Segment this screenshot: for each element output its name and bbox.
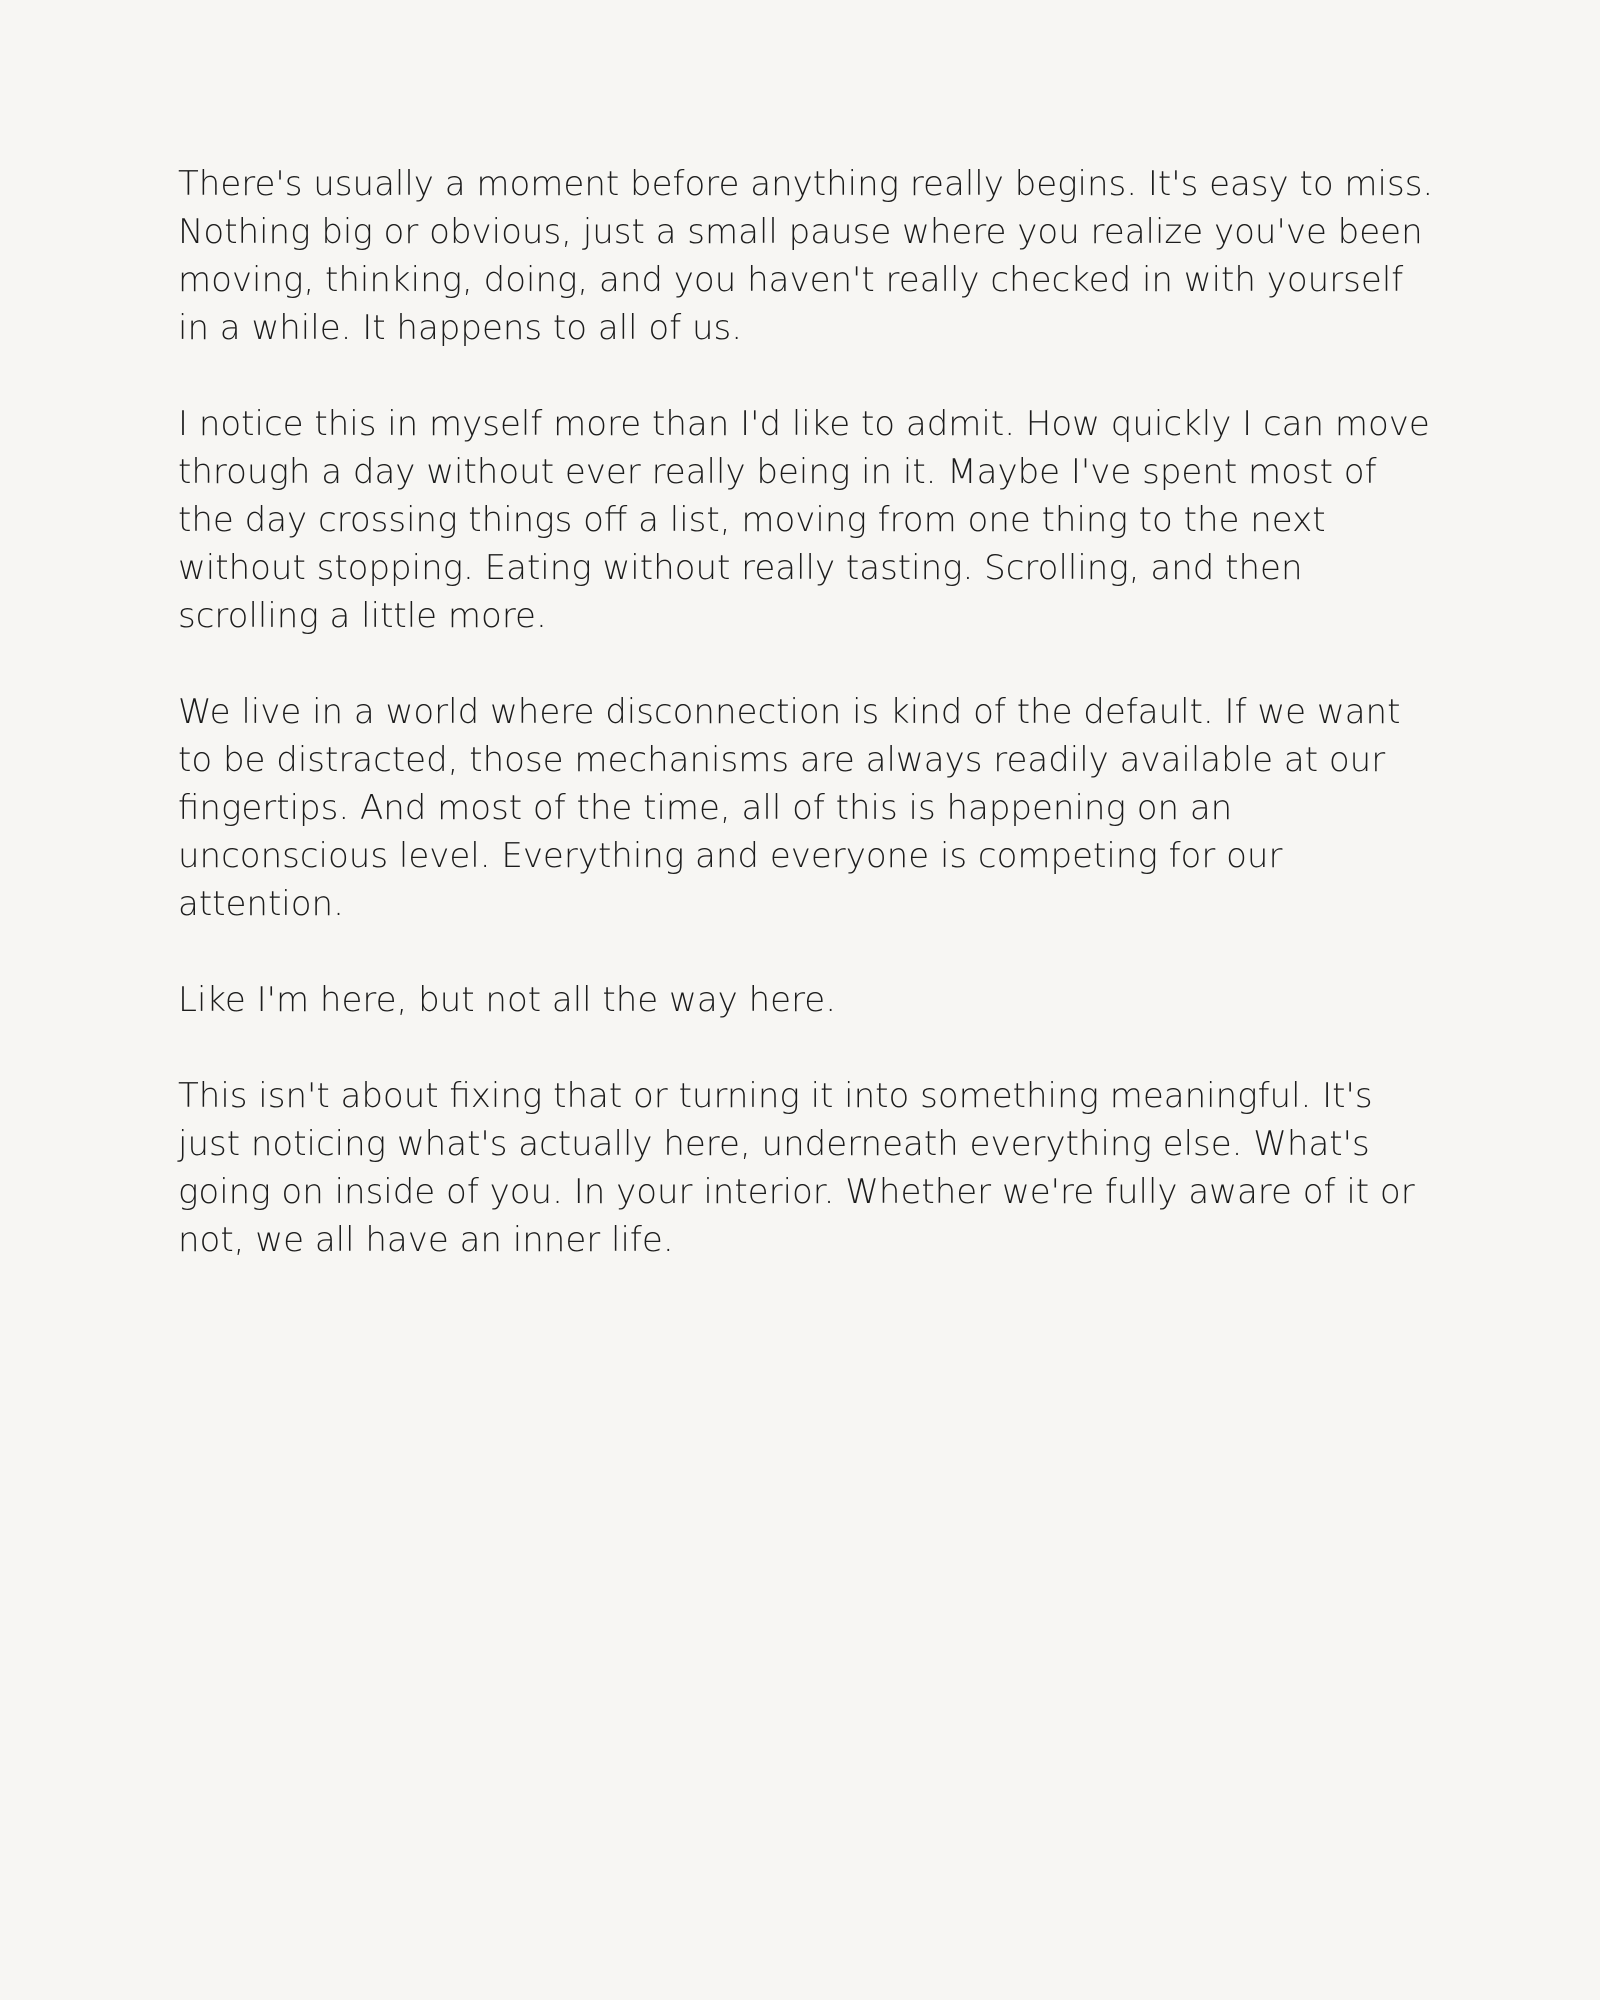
article-body [178, 160, 1440, 1264]
paragraph-4: Like I'm here, but not all the way here. [178, 980, 837, 1020]
paragraph-3: We live in a world where disconnection is kind of the default. If we want to be distracted, those mechanisms are always readily available at our fingertips. And most of the time, all of this is happening on an unconscious level. Everything and everyone is competing for our attention. [178, 692, 1401, 924]
paragraph-1: There's usually a moment before anything really begins. It's easy to miss. Nothing big or obvious, just a small pause where you realize you've been moving, thinking, doing, and you haven't really checked in with yourself in a while. It happens to all of us. [178, 164, 1434, 348]
paragraph-5: This isn't about fixing that or turning it into something meaningful. It's just noticing what's actually here, underneath everything else. What's going on inside of you. In your interior. Whether we're fully aware of it or not, we all have an inner life. [178, 1076, 1415, 1260]
paragraph-2: I notice this in myself more than I'd like to admit. How quickly I can move through a day without ever really being in it. Maybe I've spent most of the day crossing things off a list, moving from one thing to the next without stopping. Eating without really tasting. Scrolling, and then scrolling a little more. [178, 404, 1430, 636]
